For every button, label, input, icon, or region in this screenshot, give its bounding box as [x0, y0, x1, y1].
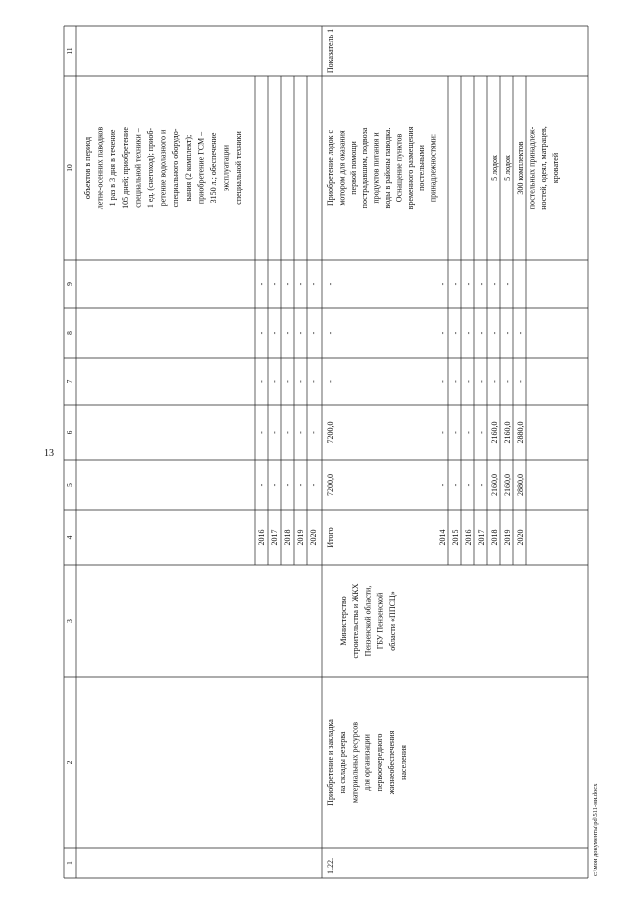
dash-cell: - — [490, 331, 499, 335]
dash-cell: - — [257, 431, 266, 434]
executor-line: Пензенской области, — [363, 585, 373, 657]
dash-cell: - — [464, 380, 473, 383]
dash-cell: - — [490, 282, 499, 286]
dash-cell: - — [296, 431, 305, 434]
measure-line: временного размещения — [405, 126, 415, 210]
dash-cell: - — [309, 331, 318, 335]
column-number: 9 — [65, 282, 74, 286]
col5-value: - — [451, 483, 460, 487]
dash-cell: - — [464, 331, 473, 335]
executor-line: области «ППСЦ» — [387, 591, 397, 651]
dash-cell: - — [270, 331, 279, 335]
dash-cell: - — [451, 282, 460, 286]
col6-value: - — [451, 431, 460, 434]
dash-cell: - — [283, 380, 292, 383]
measure-text-line: специальной техники – — [133, 128, 143, 208]
col5-value: 2160,0 — [490, 474, 499, 496]
dash-cell: - — [503, 282, 512, 286]
dash-cell: - — [438, 282, 447, 286]
measure-text-line: летне-осенних паводков — [95, 126, 105, 210]
dash-cell: - — [490, 380, 499, 383]
indicator-label: Показатель 1 — [326, 28, 335, 74]
col6-value: 2160,0 — [490, 421, 499, 444]
dash-cell: - — [477, 331, 486, 335]
dash-cell: - — [464, 282, 473, 286]
measure-line: постельными — [417, 145, 427, 191]
dash-cell: - — [270, 431, 279, 434]
page-number: 13 — [44, 448, 54, 459]
year-label: 2015 — [451, 529, 460, 546]
col5-value: 2880,0 — [516, 474, 525, 496]
executor-line: строительства и ЖКХ — [351, 583, 361, 659]
year-label: 2016 — [464, 529, 473, 546]
col6-value: - — [438, 431, 447, 434]
result-2019: 5 лодок — [503, 155, 512, 181]
row-name-line: жизнеобеспечения — [387, 730, 396, 795]
col6-value: 2880,0 — [516, 421, 525, 444]
dash-cell: - — [477, 282, 486, 286]
measure-text-line: ретение водолазного и — [158, 129, 168, 207]
row-number: 1.22. — [326, 858, 335, 874]
dash-cell: - — [257, 282, 266, 286]
measure-text-line: эксплуатации — [221, 144, 231, 192]
measure-text-line: приобретение ГСМ – — [196, 131, 206, 205]
measure-text-line: 1 раз в 3 дня в течение — [108, 129, 118, 207]
col5-value: - — [464, 483, 473, 487]
col6-value: - — [464, 431, 473, 434]
dash-cell: - — [451, 380, 460, 383]
column-number: 5 — [65, 483, 74, 487]
executor-line: ГБУ Пензенской — [375, 592, 385, 650]
table-text — [65, 29, 560, 874]
result-2020-line: 300 комплектов — [516, 141, 525, 195]
dash-cell: - — [309, 483, 318, 487]
row-name-line: на склады резерва — [338, 731, 348, 794]
dash-cell: - — [451, 331, 460, 335]
col6-value: - — [477, 431, 486, 434]
dash-cell: - — [257, 380, 266, 383]
measure-line: Приобретение лодок с — [326, 129, 335, 207]
dash-cell: - — [438, 331, 447, 335]
column-number: 10 — [65, 164, 74, 172]
measure-line: продуктов питания и — [371, 132, 381, 204]
measure-text-line: объектов в период — [83, 136, 92, 200]
year-label: 2019 — [296, 529, 305, 546]
col6-value: 2160,0 — [503, 421, 512, 444]
dash-cell: - — [283, 331, 292, 335]
dash-cell: - — [296, 331, 305, 335]
year-label: 2016 — [257, 529, 266, 546]
dash-cell: - — [309, 431, 318, 434]
total-col5: 7200,0 — [326, 474, 335, 496]
year-label: 2019 — [503, 529, 512, 546]
dash-cell: - — [257, 483, 266, 487]
measure-text-line: специальной техники — [234, 131, 244, 205]
dash-cell: - — [326, 380, 335, 383]
measure-text-line: специального оборудо- — [171, 128, 181, 208]
dash-cell: - — [296, 483, 305, 487]
dash-cell: - — [270, 282, 279, 286]
column-number: 4 — [65, 535, 74, 540]
dash-cell: - — [257, 331, 266, 335]
column-number: 11 — [65, 47, 74, 55]
year-label: 2017 — [477, 529, 486, 546]
footer-path-text: c:\мои документы\pd\511-ни.docx — [592, 783, 599, 876]
row-name-line: первоочередного — [374, 733, 384, 792]
measure-text-line: 3150 л.; обеспечение — [209, 132, 218, 204]
dash-cell: - — [296, 282, 305, 286]
measure-line: пострадавшим, подвоза — [360, 127, 370, 209]
dash-cell: - — [309, 380, 318, 383]
year-label: 2018 — [283, 529, 292, 546]
dash-cell: - — [503, 380, 512, 383]
year-label: 2014 — [438, 529, 447, 546]
dash-cell: - — [283, 431, 292, 434]
result-2020-line: кроватей — [550, 152, 560, 184]
measure-text-line: 105 дней; приобретение — [120, 127, 130, 209]
dash-cell: - — [283, 483, 292, 487]
measure-text-line: 1 ед. (снегоход); приоб- — [146, 127, 155, 209]
dash-cell: - — [516, 331, 525, 335]
year-label: 2017 — [270, 529, 279, 546]
dash-cell: - — [270, 483, 279, 487]
year-label: 2018 — [490, 529, 499, 546]
dash-cell: - — [283, 282, 292, 286]
measure-line: принадлежностями: — [428, 133, 438, 203]
col5-value: - — [438, 483, 447, 487]
measure-line: воды в районы паводка. — [383, 127, 392, 209]
year-label: 2020 — [309, 529, 318, 546]
dash-cell: - — [309, 282, 318, 286]
dash-cell: - — [326, 331, 335, 335]
total-label: Итого — [326, 527, 335, 548]
executor-line: Министерство — [339, 596, 348, 646]
dash-cell: - — [503, 331, 512, 335]
result-2020-line: постельных принадлеж- — [527, 126, 537, 210]
column-number: 7 — [65, 379, 74, 384]
measure-line: первой помощи — [348, 141, 358, 195]
column-number: 2 — [65, 760, 74, 765]
column-number: 1 — [65, 861, 74, 865]
row-name-line: Приобретение и закладка — [326, 719, 335, 806]
column-number: 8 — [65, 331, 74, 335]
measure-text-line: вания (2 комплект); — [183, 134, 193, 202]
dash-cell: - — [296, 380, 305, 383]
total-col6: 7200,0 — [326, 421, 335, 444]
col5-value: 2160,0 — [503, 474, 512, 496]
row-name-line: для организации — [362, 734, 372, 791]
dash-cell: - — [477, 380, 486, 383]
result-2018: 5 лодок — [490, 155, 499, 181]
col5-value: - — [477, 483, 486, 487]
measure-line: мотором для оказания — [337, 130, 347, 206]
column-number: 3 — [65, 619, 74, 623]
dash-cell: - — [516, 380, 525, 383]
dash-cell: - — [326, 282, 335, 286]
column-number: 6 — [65, 430, 74, 435]
year-label: 2020 — [516, 529, 525, 546]
measure-line: Оснащение пунктов — [394, 133, 404, 203]
row-name-line: населения — [399, 745, 409, 780]
dash-cell: - — [438, 380, 447, 383]
result-2020-line: ностей, одеял, матрацев, — [539, 126, 549, 210]
row-name-line: материальных ресурсов — [350, 721, 360, 804]
dash-cell: - — [270, 380, 279, 383]
